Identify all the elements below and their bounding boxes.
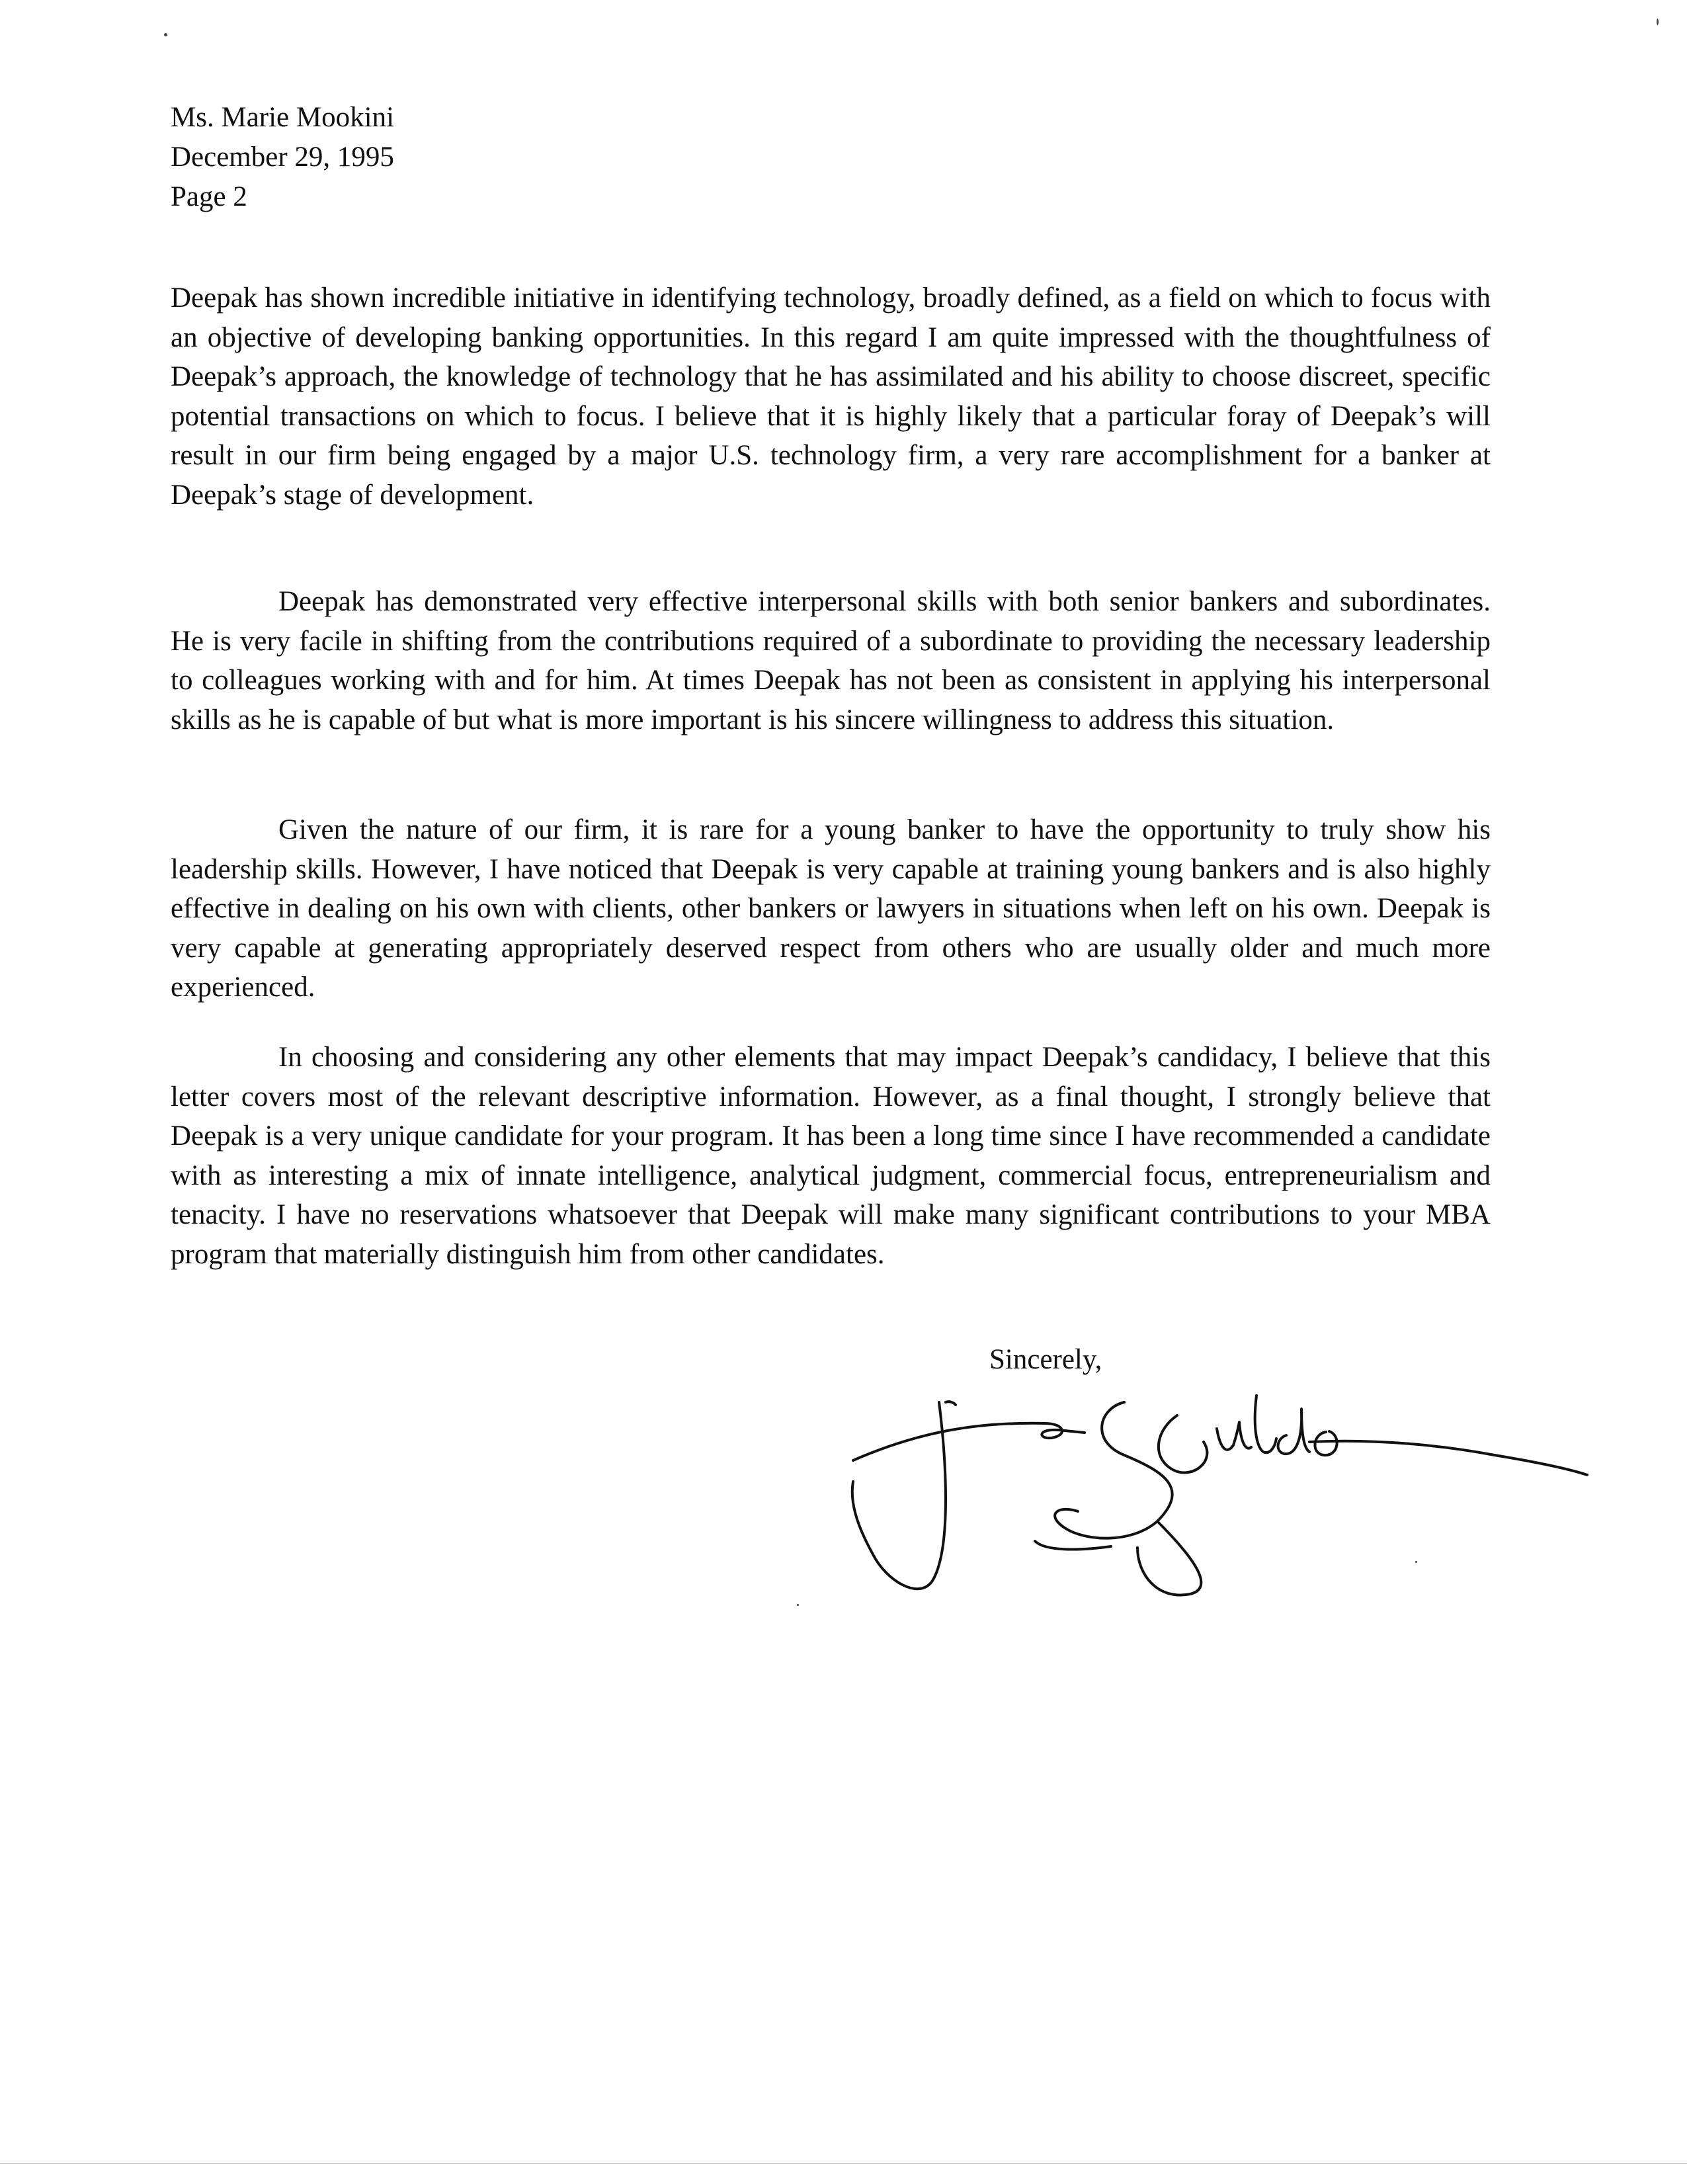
paragraph-text: Deepak has shown incredible initiative in identifying technology, broadly defined, as a field on which to focus with an objective of developing banking opportunities. In this regard I am quite impressed with the thoughtfulness of Deepak’s approach, the knowledge of technology that he has assimilated and his ability to choose discreet, specific potential transactions on which to focus. I believe that it is highly likely that a particular foray of Deepak’s will result in our firm being engaged by a major U.S. technology firm, a very rare accomplishment for a banker at Deepak’s stage of development. <box>171 282 1491 511</box>
scan-speck <box>797 1604 799 1606</box>
recipient-name: Ms. Marie Mookini <box>171 102 395 133</box>
letter-header <box>171 98 394 217</box>
closing-salutation: Sincerely, <box>989 1344 1102 1375</box>
letter-date: December 29, 1995 <box>171 142 394 173</box>
body-paragraph-3 <box>171 810 1491 1007</box>
body-paragraph-2 <box>171 582 1491 739</box>
handwritten-signature <box>846 1382 1594 1614</box>
scan-speck <box>164 33 167 36</box>
body-paragraph-4 <box>171 1038 1491 1274</box>
paragraph-text: Given the nature of our firm, it is rare for a young banker to have the opportunity to truly show his leadership skills. However, I have noticed that Deepak is very capable at training young bankers and is also highly effective in dealing on his own with clients, other bankers or lawyers in situations when left on his own. Deepak is very capable at generating appropriately deserved respect from others who are usually older and much more experienced. <box>171 814 1491 1003</box>
scan-edge-line <box>0 2163 1687 2164</box>
scan-speck <box>1657 19 1659 25</box>
paragraph-text: In choosing and considering any other elements that may impact Deepak’s candidacy, I believe that this letter covers most of the relevant descriptive information. However, as a final thought, I strongly believe that Deepak is a very unique candidate for your program. It has been a long time since I have recommended a candidate with as interesting a mix of innate intelligence, analytical judgment, commercial focus, entrepreneurialism and tenacity. I have no reservations whatsoever that Deepak will make many significant contributions to your MBA program that materially distinguish him from other candidates. <box>171 1042 1491 1270</box>
paragraph-text: Deepak has demonstrated very effective interpersonal skills with both senior bankers and subordinates. He is very facile in shifting from the contributions required of a subordinate to providing the necessary leadership to colleagues working with and for him. At times Deepak has not been as consistent in applying his interpersonal skills as he is capable of but what is more important is his sincere willingness to address this situation. <box>171 586 1491 735</box>
scan-speck <box>1415 1561 1417 1563</box>
page-number: Page 2 <box>171 181 247 212</box>
body-paragraph-1 <box>171 278 1491 515</box>
